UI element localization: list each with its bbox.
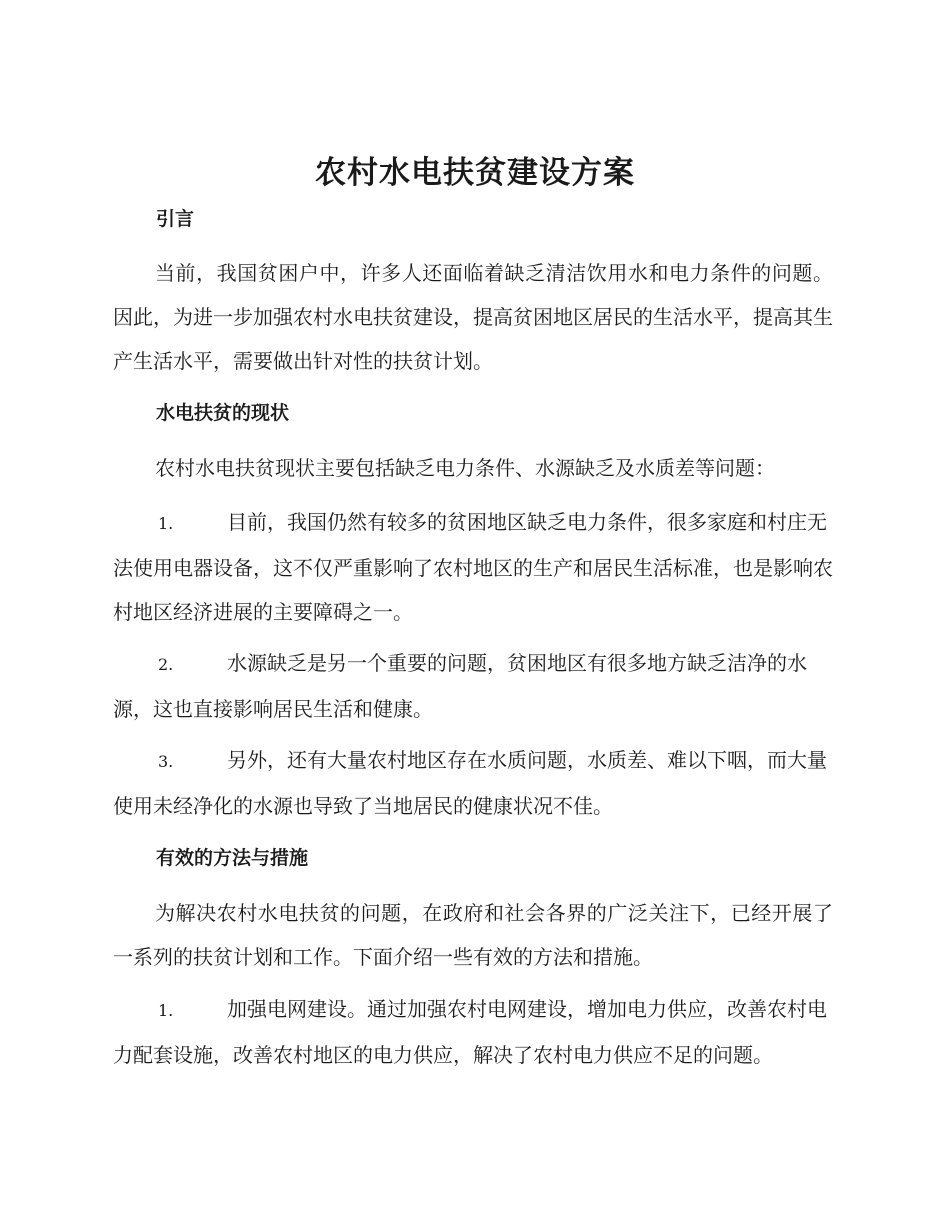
list-item-text: 水源缺乏是另一个重要的问题，贫困地区有很多地方缺乏洁净的水源，这也直接影响居民生活和健康。 [113,651,807,721]
section-heading-measures: 有效的方法与措施 [156,847,309,869]
status-paragraph: 农村水电扶贫现状主要包括缺乏电力条件、水源缺乏及水质差等问题： [155,456,775,480]
list-item [113,641,833,731]
list-item [113,987,833,1077]
measures-paragraph: 为解决农村水电扶贫的问题，在政府和社会各界的广泛关注下，已经开展了一系列的扶贫计划和工作。下面介绍一些有效的方法和措施。 [113,901,833,969]
section-heading-status: 水电扶贫的现状 [156,402,290,424]
list-item-number: 1. [158,1001,174,1020]
list-item-number: 3. [158,752,174,771]
intro-paragraph: 当前，我国贫困户中，许多人还面临着缺乏清洁饮用水和电力条件的问题。因此，为进一步加强农村水电扶贫建设，提高贫困地区居民的生活水平，提高其生产生活水平，需要做出针对性的扶贫计划。 [113,261,833,373]
list-item-text: 目前，我国仍然有较多的贫困地区缺乏电力条件，很多家庭和村庄无法使用电器设备，这不仅严重影响了农村地区的生产和居民生活标准，也是影响农村地区经济进展的主要障碍之一。 [113,510,833,624]
list-item-text: 加强电网建设。通过加强农村电网建设，增加电力供应，改善农村电力配套设施，改善农村地区的电力供应，解决了农村电力供应不足的问题。 [113,997,827,1067]
list-item-number: 2. [158,655,174,674]
list-item-text: 另外，还有大量农村地区存在水质问题，水质差、难以下咽，而大量使用未经净化的水源也导致了当地居民的健康状况不佳。 [113,748,827,818]
list-item [113,500,833,634]
list-item [113,738,833,828]
list-item-number: 1. [158,514,174,533]
document-title: 农村水电扶贫建设方案 [315,155,635,191]
section-heading-intro: 引言 [156,208,195,230]
